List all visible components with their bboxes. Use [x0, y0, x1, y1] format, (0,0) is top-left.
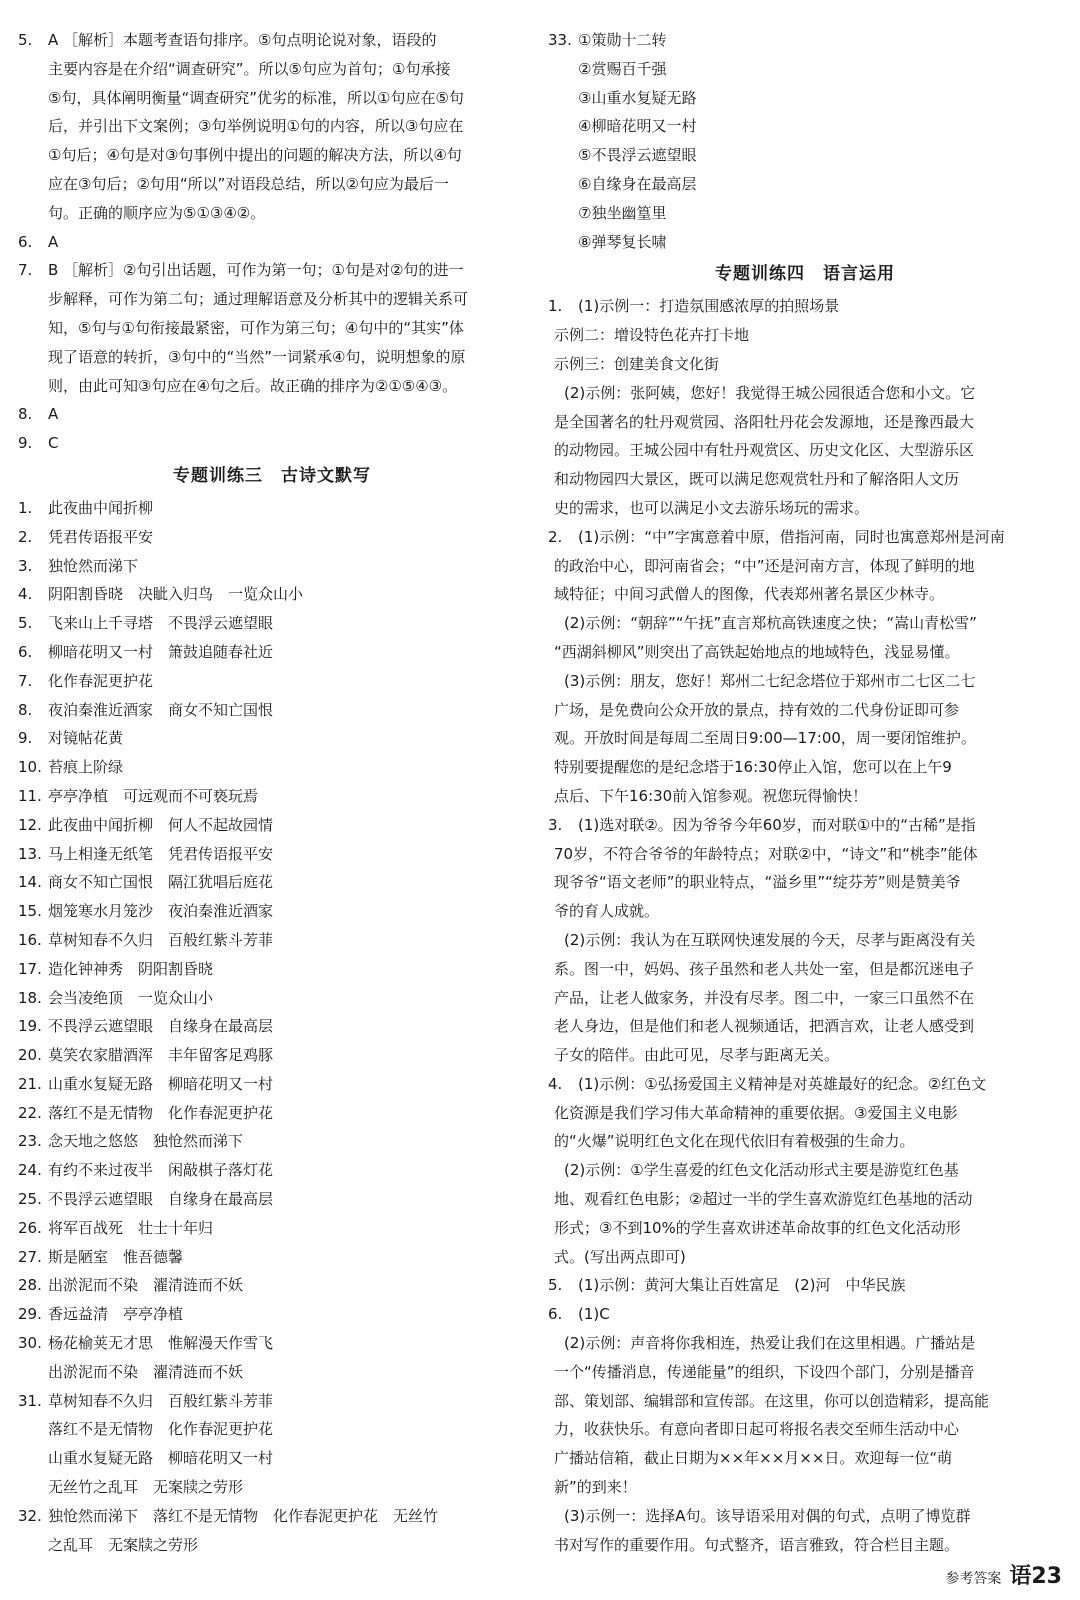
answer-33-row: ⑦独坐幽篁里: [578, 203, 667, 222]
poetry-answer-row: 28. 出淤泥而不染 濯清涟而不妖: [18, 1276, 244, 1295]
poetry-answer-row: 20. 莫笑农家腊酒浑 丰年留客足鸡豚: [18, 1046, 274, 1065]
poetry-answer-row: 29. 香远益清 亭亭净植: [18, 1305, 184, 1324]
poetry-answer-row: 23. 念天地之悠悠 独怆然而涕下: [18, 1132, 244, 1151]
answer-4: 4. (1)示例：①弘扬爱国主义精神是对英雄最好的纪念。②红色文: [548, 1074, 987, 1093]
poetry-answer-row: 1. 此夜曲中闻折柳: [18, 498, 154, 517]
poetry-answer-row: 10. 苔痕上阶绿: [18, 758, 124, 777]
poetry-answer-row: 14. 商女不知亡国恨 隔江犹唱后庭花: [18, 873, 274, 892]
answer-33-row: ②赏赐百千强: [578, 59, 667, 78]
answer-33-row: ③山重水复疑无路: [578, 88, 697, 107]
poetry-answer-row: 19. 不畏浮云遮望眼 自缘身在最高层: [18, 1017, 274, 1036]
answer-8: 8. A: [18, 405, 59, 424]
section-title-3: 专题训练三 古诗文默写: [173, 465, 371, 486]
poetry-answer-row: 之乱耳 无案牍之劳形: [48, 1535, 199, 1554]
poetry-answer-row: 11. 亭亭净植 可远观而不可亵玩焉: [18, 786, 259, 805]
answer-33-row: ⑤不畏浮云遮望眼: [578, 146, 697, 165]
poetry-answer-row: 8. 夜泊秦淮近酒家 商女不知亡国恨: [18, 700, 274, 719]
poetry-answer-row: 山重水复疑无路 柳暗花明又一村: [48, 1449, 274, 1468]
poetry-answer-row: 27. 斯是陋室 惟吾德馨: [18, 1247, 184, 1266]
poetry-answer-row: 18. 会当凌绝顶 一览众山小: [18, 988, 214, 1007]
poetry-answer-row: 26. 将军百战死 壮士十年归: [18, 1218, 214, 1237]
poetry-answer-row: 21. 山重水复疑无路 柳暗花明又一村: [18, 1074, 274, 1093]
section-title-4: 专题训练四 语言运用: [715, 264, 895, 285]
poetry-answer-row: 24. 有约不来过夜半 闲敲棋子落灯花: [18, 1161, 274, 1180]
poetry-answer-row: 32. 独怆然而涕下 落红不是无情物 化作春泥更护花 无丝竹: [18, 1506, 439, 1525]
poetry-answer-list: [18, 494, 526, 1559]
answer-33-row: ④柳暗花明又一村: [578, 117, 697, 136]
poetry-answer-row: 4. 阴阳割昏晓 决眦入归鸟 一览众山小: [18, 585, 304, 604]
poetry-answer-row: 2. 凭君传语报平安: [18, 527, 154, 546]
answer-3: 3. (1)选对联②。因为爷爷今年60岁，而对联①中的“古稀”是指: [548, 815, 976, 834]
poetry-answer-row: 无丝竹之乱耳 无案牍之劳形: [48, 1478, 244, 1497]
poetry-answer-row: 3. 独怆然而涕下: [18, 556, 139, 575]
poetry-answer-row: 16. 草树知春不久归 百般红紫斗芳菲: [18, 930, 274, 949]
answer-6-right: 6. (1)C: [548, 1305, 610, 1324]
poetry-answer-row: 6. 柳暗花明又一村 箫鼓追随春社近: [18, 642, 274, 661]
answer-33-row: ⑧弹琴复长啸: [578, 232, 667, 251]
poetry-answer-row: 落红不是无情物 化作春泥更护花: [48, 1420, 274, 1439]
poetry-answer-row: 12. 此夜曲中闻折柳 何人不起故园情: [18, 815, 274, 834]
poetry-answer-row: 出淤泥而不染 濯清涟而不妖: [48, 1362, 244, 1381]
answer-1: 1. (1)示例一：打造氛围感浓厚的拍照场景: [548, 297, 840, 316]
answer-9: 9. C: [18, 434, 59, 453]
poetry-answer-row: 30. 杨花榆荚无才思 惟解漫天作雪飞: [18, 1334, 274, 1353]
footer-label: 参考答案: [945, 1571, 1002, 1587]
poetry-answer-row: 17. 造化钟神秀 阴阳割昏晓: [18, 959, 214, 978]
answer-33: [548, 26, 1062, 256]
answer-5: 5. A ［解析］本题考查语句排序。⑤句点明论说对象，语段的: [18, 31, 437, 49]
poetry-answer-row: 31. 草树知春不久归 百般红紫斗芳菲: [18, 1391, 274, 1410]
answer-7: 7. B ［解析］②句引出话题，可作为第一句；①句是对②句的进一: [18, 261, 464, 280]
answer-33-row: ⑥自缘身在最高层: [578, 174, 697, 193]
poetry-answer-row: 9. 对镜帖花黄: [18, 729, 124, 748]
poetry-answer-row: 13. 马上相逢无纸笔 凭君传语报平安: [18, 844, 274, 863]
left-column: 5. A ［解析］本题考查语句排序。⑤句点明论说对象，语段的 主要内容是在介绍“调查研究”。所以⑤句应为首句；①句承接 ⑤句，具体阐明衡量“调查研究”优劣的标准，所以①句应在⑤句 后，并引出下文案例；③句举例说明①句的内容，所以③句应在 ①句后；④句是对③句事例中提出的问题的解决方法，所以④句 应在③句后；②句用“所以”对语段总结，所以②句应为最后一 句。正确的顺序应为⑤①③④②。 6. A 7. B ［解析］②句引出话题，可作为第一句；①句是对②句的进一 步解释，可作为第二句；通过理解语意及分析其中的逻辑关系可 知，⑤句与①句衔接最紧密，可作为第三句；④句中的“其实”体 现了语意的转折，③句中的“当然”一词紧承④句，说明想象的原 则，由此可知③句应在④句之后。故正确的排序为②①⑤④③。 8. A 9. C 专题训练三 古诗文默写 1. 此夜曲中闻折柳 2. 凭君传语报平安 3. 独怆然而涕下 4. 阴阳割昏晓 决眦入归鸟 一览众山小 5. 飞来山上千寻塔 不畏浮云遮望眼 6. 柳暗花明又一村 箫鼓追随春社近 7. 化作春泥更护花 8. 夜泊秦淮近酒家 商女不知亡国恨 9. 对镜帖花黄 10. 苔痕上阶绿 11. 亭亭净植 可远观而不可亵玩焉 12. 此夜曲中闻折柳 何人不起故园情 13. 马上相逢无纸笔 凭君传语报平安 14. 商女不知亡国恨 隔江犹唱后庭花 15. 烟笼寒水月笼沙 夜泊秦淮近酒家 16. 草树知春不久归 百般红紫斗芳菲 17. 造化钟神秀 阴阳割昏晓 18. 会当凌绝顶 一览众山小 19. 不畏浮云遮望眼 自缘身在最高层 20. 莫笑农家腊酒浑 丰年留客足鸡豚 21. 山重水复疑无路 柳暗花明又一村 22. 落红不是无情物 化作春泥更护花 23. 念天地之悠悠 独怆然而涕下 24. 有约不来过夜半 闲敲棋子落灯花 25. 不畏浮云遮望眼 自缘身在最高层 26. 将军百战死 壮士十年归 27. 斯是陋室 惟吾德馨 28. 出淤泥而不染 濯清涟而不妖 29. 香远益清 亭亭净植 30. 杨花榆荚无才思 惟解漫天作雪飞 出淤泥而不染 濯清涟而不妖 31. 草树知春不久归 百般红紫斗芳菲 落红不是无情物 化作春泥更护花 山重水复疑无路 柳暗花明又一村 无丝竹之乱耳 无案牍之劳形 32. 独怆然而涕下 落红不是无情物 化作春泥更护花 无丝竹 之乱耳 无案牍之劳形: [18, 26, 526, 1559]
answer-2: 2. (1)示例：“中”字寓意着中原，借指河南，同时也寓意郑州是河南: [548, 527, 1005, 546]
poetry-answer-row: 7. 化作春泥更护花: [18, 671, 154, 690]
answer-6: 6. A: [18, 232, 59, 251]
poetry-answer-row: 5. 飞来山上千寻塔 不畏浮云遮望眼: [18, 614, 274, 633]
page-footer: [945, 1562, 1062, 1592]
poetry-answer-row: 15. 烟笼寒水月笼沙 夜泊秦淮近酒家: [18, 902, 274, 921]
page-number: 语23: [1009, 1564, 1062, 1589]
right-column: 33. ①策勋十二转 ②赏赐百千强 ③山重水复疑无路 ④柳暗花明又一村 ⑤不畏浮云遮望眼 ⑥自缘身在最高层 ⑦独坐幽篁里 ⑧弹琴复长啸 专题训练四 语言运用 1. (1)示例一：打造氛围感浓厚的拍照场景 示例二：增设特色花卉打卡地 示例三：创建美食文化街 (2)示例：张阿姨，您好！我觉得王城公园很适合您和小文。它 是全国著名的牡丹观赏园、洛阳牡丹花会发源地，还是豫西最大 的动物园。王城公园中有牡丹观赏区、历史文化区、大型游乐区 和动物园四大景区，既可以满足您观赏牡丹和了解洛阳人文历 史的需求，也可以满足小文去游乐场玩的需求。 2. (1)示例：“中”字寓意着中原，借指河南，同时也寓意郑州是河南 的政治中心，即河南省会；“中”还是河南方言，体现了鲜明的地 域特征；中间习武僧人的图像，代表郑州著名景区少林寺。 (2)示例：“朝辞”“午抚”直言郑杭高铁速度之快；“嵩山青松雪” “西湖斜柳风”则突出了高铁起始地点的地域特色，浅显易懂。 (3)示例：朋友，您好！郑州二七纪念塔位于郑州市二七区二七 广场，是免费向公众开放的景点，持有效的二代身份证即可参 观。开放时间是每周二至周日9:00—17:00，周一要闭馆维护。 特别要提醒您的是纪念塔于16:30停止入馆，您可以在上午9 点后、下午16:30前入馆参观。祝您玩得愉快！ 3. (1)选对联②。因为爷爷今年60岁，而对联①中的“古稀”是指 70岁，不符合爷爷的年龄特点；对联②中，“诗文”和“桃李”能体 现爷爷“语文老师”的职业特点，“溢乡里”“绽芬芳”则是赞美爷 爷的育人成就。 (2)示例：我认为在互联网快速发展的今天，尽孝与距离没有关 系。图一中，妈妈、孩子虽然和老人共处一室，但是都沉迷电子 产品，让老人做家务，并没有尽孝。图二中，一家三口虽然不在 老人身边，但是他们和老人视频通话，把酒言欢，让老人感受到 子女的陪伴。由此可见，尽孝与距离无关。 4. (1)示例：①弘扬爱国主义精神是对英雄最好的纪念。②红色文 化资源是我们学习伟大革命精神的重要依据。③爱国主义电影 的“火爆”说明红色文化在现代依旧有着极强的生命力。 (2)示例：①学生喜爱的红色文化活动形式主要是游览红色基 地、观看红色电影；②超过一半的学生喜欢游览红色基地的活动 形式；③不到10%的学生喜欢讲述革命故事的红色文化活动形 式。(写出两点即可) 5. (1)示例：黄河大集让百姓富足 (2)河 中华民族 6. (1)C (2)示例：声音将你我相连，热爱让我们在这里相遇。广播站是 一个“传播消息，传递能量”的组织，下设四个部门，分别是播音 部、策划部、编辑部和宣传部。在这里，你可以创造精彩，提高能 力，收获快乐。有意向者即日起可将报名表交至师生活动中心 广播站信箱，截止日期为××年××月××日。欢迎每一位“萌 新”的到来！ (3)示例一：选择A句。该导语采用对偶的句式，点明了博览群 书对写作的重要作用。句式整齐，语言雅致，符合栏目主题。: [548, 26, 1062, 1559]
poetry-answer-row: 22. 落红不是无情物 化作春泥更护花: [18, 1103, 274, 1122]
answer-5-right: 5. (1)示例：黄河大集让百姓富足 (2)河 中华民族: [548, 1276, 906, 1295]
answer-33-row: 33. ①策勋十二转: [548, 31, 667, 49]
poetry-answer-row: 25. 不畏浮云遮望眼 自缘身在最高层: [18, 1190, 274, 1209]
